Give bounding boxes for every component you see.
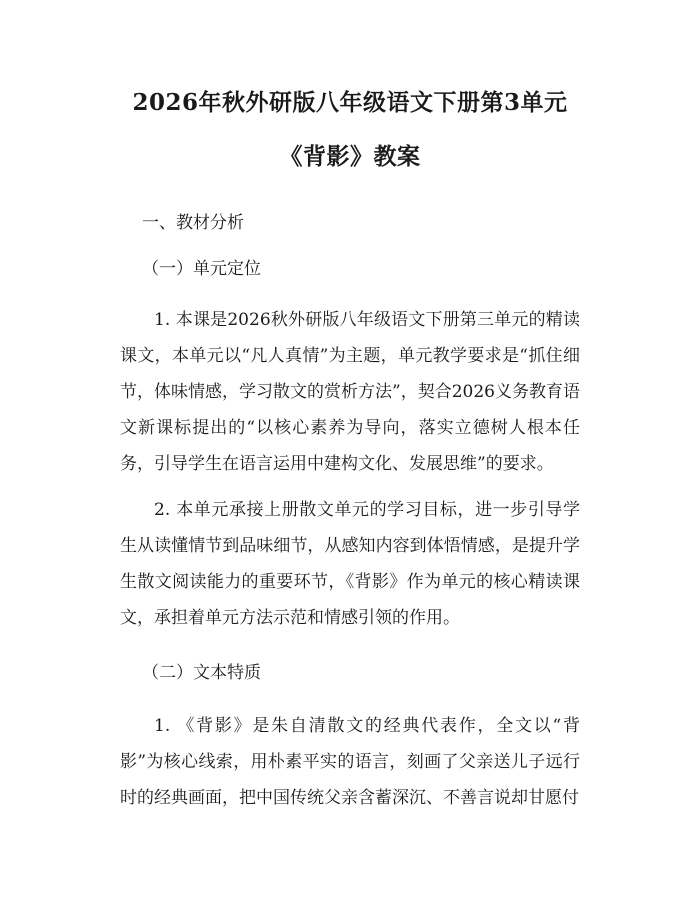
paragraph-unit-positioning-1: 1. 本课是2026秋外研版八年级语文下册第三单元的精读课文，本单元以“凡人真情”为主题，单元教学要求是“抓住细节，体味情感，学习散文的赏析方法”，契合2026义务教育语文新课标提出的“以核心素养为导向，落实立德树人根本任务，引导学生在语言运用中建构文化、发展思维”的要求。 [120, 310, 580, 474]
section-heading-textbook-analysis: 一、教材分析 [142, 213, 244, 233]
subsection-heading-unit-positioning: （一）单元定位 [142, 259, 261, 279]
paragraph-text-features-1: 1. 《背影》是朱自清散文的经典代表作，全文以“背影”为核心线索，用朴素平实的语言，刻画了父亲送儿子远行时的经典画面，把中国传统父亲含蓄深沉、不善言说却甘愿付 [120, 716, 580, 808]
document-title-line1: 2026年秋外研版八年级语文下册第3单元 [132, 89, 568, 116]
document-title-line2: 《背影》教案 [279, 143, 421, 170]
subsection-heading-text-features: （二）文本特质 [142, 663, 261, 683]
paragraph-unit-positioning-2: 2. 本单元承接上册散文单元的学习目标，进一步引导学生从读懂情节到品味细节，从感知内容到体悟情感，是提升学生散文阅读能力的重要环节，《背影》作为单元的核心精读课文，承担着单元方法示范和情感引领的作用。 [120, 500, 580, 628]
